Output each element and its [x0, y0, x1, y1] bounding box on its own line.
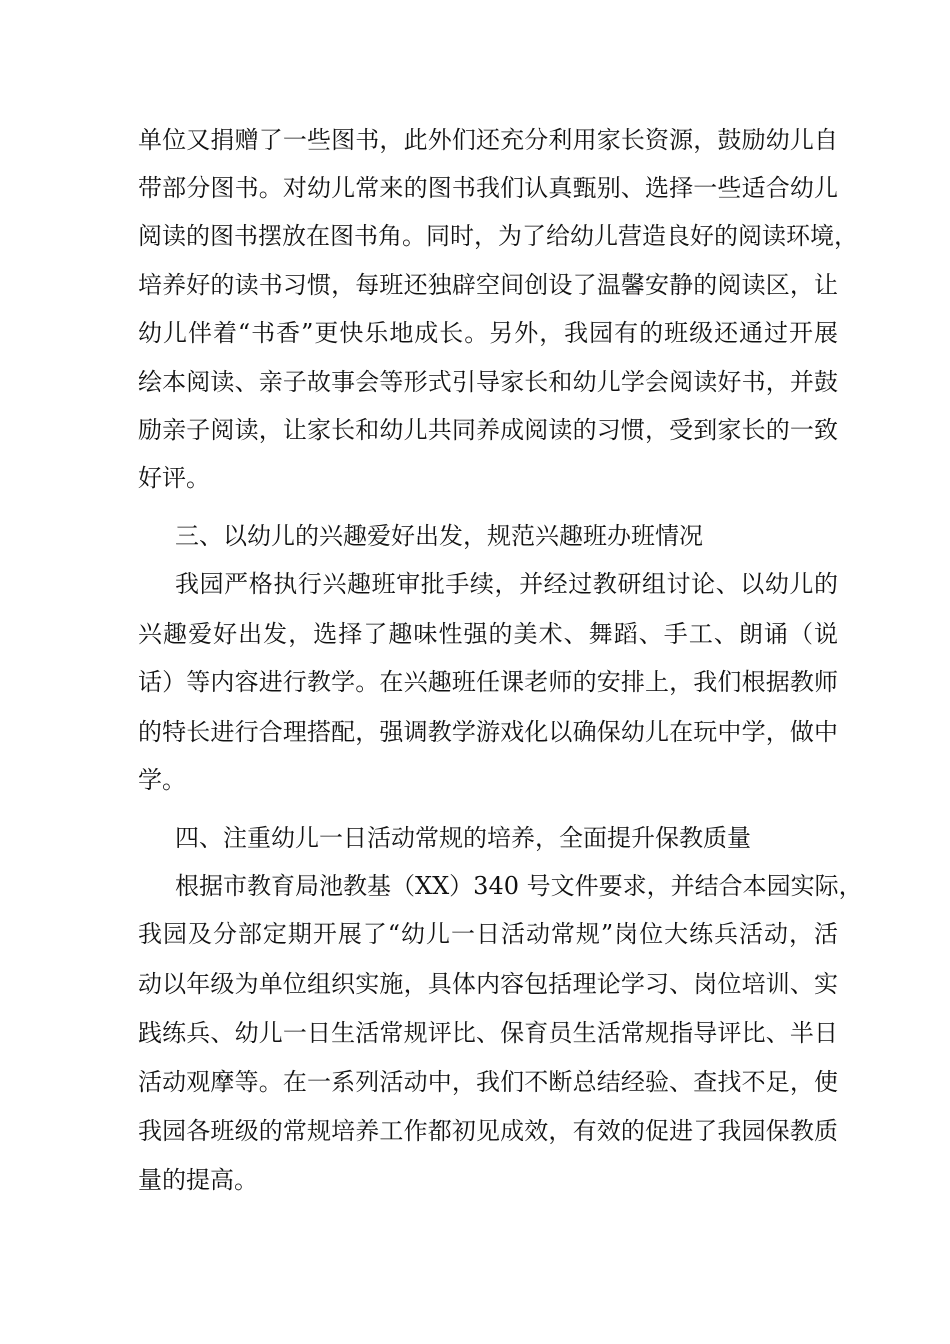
paragraph-line: 我园各班级的常规培养工作都初见成效，有效的促进了我园保教质	[138, 1117, 838, 1145]
paragraph-line: 话）等内容进行教学。在兴趣班任课老师的安排上，我们根据教师	[138, 668, 838, 696]
paragraph-line: 学。	[138, 766, 186, 794]
paragraph-line: 活动观摩等。在一系列活动中，我们不断总结经验、查找不足，使	[138, 1068, 838, 1096]
paragraph-line: 绘本阅读、亲子故事会等形式引导家长和幼儿学会阅读好书，并鼓	[138, 368, 838, 396]
paragraph-line: 量的提高。	[138, 1166, 258, 1194]
section-heading: 三、以幼儿的兴趣爱好出发，规范兴趣班办班情况	[175, 522, 703, 550]
paragraph-line: 培养好的读书习惯，每班还独辟空间创设了温馨安静的阅读区，让	[138, 271, 838, 299]
paragraph-line: 励亲子阅读，让家长和幼儿共同养成阅读的习惯，受到家长的一致	[138, 416, 838, 444]
paragraph-line: 幼儿伴着“书香”更快乐地成长。另外，我园有的班级还通过开展	[138, 319, 838, 347]
paragraph-line: 的特长进行合理搭配，强调教学游戏化以确保幼儿在玩中学，做中	[138, 718, 838, 746]
paragraph-line: 单位又捐赠了一些图书，此外们还充分利用家长资源，鼓励幼儿自	[138, 126, 838, 154]
paragraph-line: 兴趣爱好出发，选择了趣味性强的美术、舞蹈、手工、朗诵（说	[138, 620, 838, 648]
paragraph-line: 践练兵、幼儿一日生活常规评比、保育员生活常规指导评比、半日	[138, 1019, 838, 1047]
paragraph-line: 阅读的图书摆放在图书角。同时，为了给幼儿营造良好的阅读环境，	[138, 222, 858, 250]
paragraph-line: 好评。	[138, 464, 210, 492]
paragraph-line: 我园严格执行兴趣班审批手续，并经过教研组讨论、以幼儿的	[175, 570, 838, 598]
paragraph-line: 根据市教育局池教基（XX）340 号文件要求，并结合本园实际，	[175, 872, 863, 900]
paragraph-line: 动以年级为单位组织实施，具体内容包括理论学习、岗位培训、实	[138, 970, 838, 998]
paragraph-line: 带部分图书。对幼儿常来的图书我们认真甄别、选择一些适合幼儿	[138, 174, 838, 202]
section-heading: 四、注重幼儿一日活动常规的培养，全面提升保教质量	[175, 824, 751, 852]
paragraph-line: 我园及分部定期开展了“幼儿一日活动常规”岗位大练兵活动，活	[138, 920, 838, 948]
